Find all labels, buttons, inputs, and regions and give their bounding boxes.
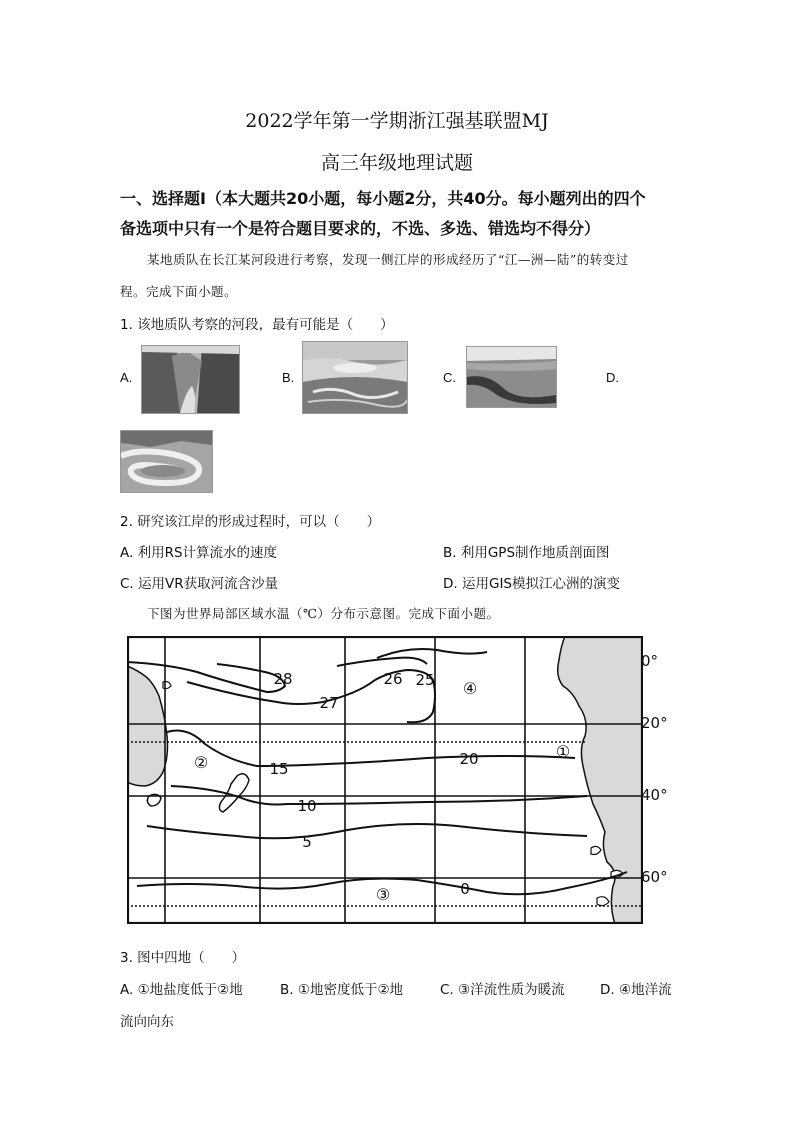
place-marker-3: ③ <box>375 885 391 904</box>
question-2-stem: 2. 研究该江岸的形成过程时，可以（ ） <box>120 514 381 530</box>
q3-option-b[interactable]: B. ①地密度低于②地 <box>280 982 404 998</box>
q2-option-d[interactable]: D. 运用GIS模拟江心洲的演变 <box>443 576 620 592</box>
isotherm-label-28: 28 <box>273 670 293 688</box>
water-temperature-map <box>127 636 643 924</box>
latitude-label-40: 40° <box>641 786 668 804</box>
land-left-continent <box>127 666 168 786</box>
q1-option-a-label[interactable]: A. <box>120 370 133 385</box>
exam-title: 2022学年第一学期浙江强基联盟MJ <box>245 110 549 132</box>
isotherm-label-25: 25 <box>415 671 435 689</box>
q3-option-c[interactable]: C. ③洋流性质为暖流 <box>440 982 565 998</box>
place-markers <box>194 679 570 904</box>
q1-option-b-photo <box>302 341 408 414</box>
q1-option-c-photo <box>466 346 557 408</box>
question-1-stem: 1. 该地质队考察的河段，最有可能是（ ） <box>120 317 394 333</box>
q2-option-c[interactable]: C. 运用VR获取河流含沙量 <box>120 576 279 592</box>
place-marker-4: ④ <box>462 679 478 698</box>
isotherm-label-5: 5 <box>302 833 312 851</box>
exam-subtitle: 高三年级地理试题 <box>320 152 473 174</box>
q1-option-d-label[interactable]: D. <box>606 370 619 385</box>
q1-option-c-label[interactable]: C. <box>443 370 456 385</box>
q1-option-d-photo <box>120 430 213 493</box>
q3-option-d-continued: 流向向东 <box>120 1014 174 1030</box>
isotherm-label-20: 20 <box>459 750 479 768</box>
q2-option-a[interactable]: A. 利用RS计算流水的速度 <box>120 545 278 561</box>
latitude-label-20: 20° <box>641 714 668 732</box>
section-heading-line1: 一、选择题Ⅰ（本大题共20小题，每小题2分，共40分。每小题列出的四个 <box>120 189 646 208</box>
land-island-north-small <box>163 682 171 689</box>
isotherm-label-26: 26 <box>383 670 403 688</box>
q1-option-a-photo <box>141 345 240 414</box>
land-island-south-2 <box>597 897 609 906</box>
section-heading-line2: 备选项中只有一个是符合题目要求的，不选、多选、错选均不得分） <box>120 219 601 238</box>
isotherm-label-27: 27 <box>319 694 339 712</box>
q2-option-b[interactable]: B. 利用GPS制作地质剖面图 <box>443 545 610 561</box>
latitude-label-0: 0° <box>641 652 659 670</box>
q3-option-d[interactable]: D. ④地洋流 <box>600 982 672 998</box>
isotherm-label-10: 10 <box>297 797 317 815</box>
map-intro-text: 下图为世界局部区域水温（℃）分布示意图。完成下面小题。 <box>147 606 500 621</box>
question-3-stem: 3. 图中四地（ ） <box>120 950 246 966</box>
isotherm-label-15: 15 <box>269 760 289 778</box>
land-island-south <box>591 846 601 854</box>
q3-option-a[interactable]: A. ①地盐度低于②地 <box>120 982 243 998</box>
intro-passage-line2: 程。完成下面小题。 <box>120 284 238 299</box>
place-marker-2: ② <box>193 753 209 772</box>
q1-option-b-label[interactable]: B. <box>282 370 295 385</box>
isotherm-label-0: 0 <box>460 880 470 898</box>
intro-passage-line1: 某地质队在长江某河段进行考察，发现一侧江岸的形成经历了“江—洲—陆”的转变过 <box>147 252 629 267</box>
place-marker-1: ① <box>555 742 571 761</box>
latitude-label-60: 60° <box>641 868 668 886</box>
